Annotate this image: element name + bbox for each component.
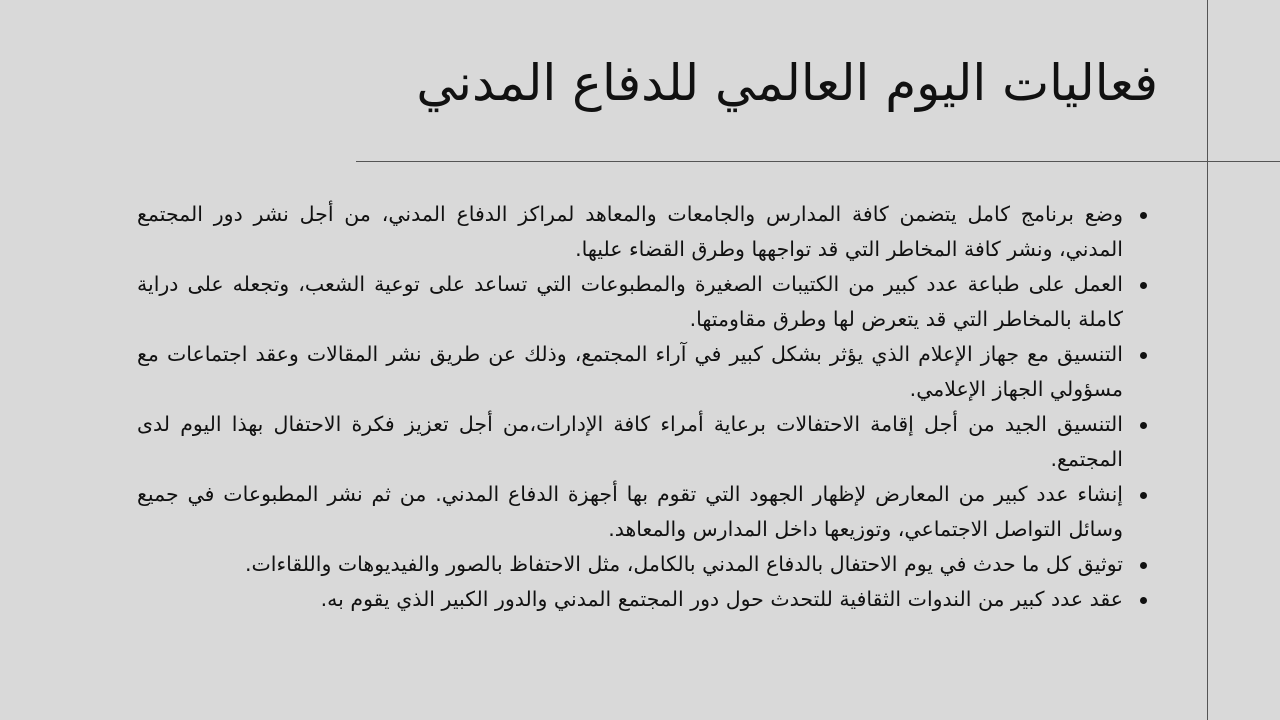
bullet-list <box>137 197 1147 617</box>
list-item-text: عقد عدد كبير من الندوات الثقافية للتحدث حول دور المجتمع المدني والدور الكبير الذي يقوم به. <box>320 587 1123 611</box>
bullet-dot-icon <box>1140 282 1147 289</box>
list-item-text: وضع برنامج كامل يتضمن كافة المدارس والجامعات والمعاهد لمراكز الدفاع المدني، من أجل نشر دور المجتمع المدني، ونشر كافة المخاطر التي قد تواجهها وطرق القضاء عليها. <box>137 202 1123 261</box>
bullet-dot-icon <box>1140 492 1147 499</box>
list-item <box>137 337 1147 407</box>
bullet-dot-icon <box>1140 422 1147 429</box>
list-item <box>137 197 1147 267</box>
list-item <box>137 582 1147 617</box>
list-item <box>137 547 1147 582</box>
bullet-dot-icon <box>1140 352 1147 359</box>
list-item <box>137 407 1147 477</box>
vertical-divider-line <box>1207 0 1208 720</box>
bullet-dot-icon <box>1140 212 1147 219</box>
slide-title: فعاليات اليوم العالمي للدفاع المدني <box>416 54 1158 112</box>
list-item-text: إنشاء عدد كبير من المعارض لإظهار الجهود التي تقوم بها أجهزة الدفاع المدني. من ثم نشر المطبوعات في جميع وسائل التواصل الاجتماعي، وتوزيعها داخل المدارس والمعاهد. <box>137 482 1123 541</box>
list-item-text: التنسيق الجيد من أجل إقامة الاحتفالات برعاية أمراء كافة الإدارات،من أجل تعزيز فكرة الاحتفال بهذا اليوم لدى المجتمع. <box>137 412 1123 471</box>
list-item-text: العمل على طباعة عدد كبير من الكتيبات الصغيرة والمطبوعات التي تساعد على توعية الشعب، وتجعله على دراية كاملة بالمخاطر التي قد يتعرض لها وطرق مقاومتها. <box>137 272 1123 331</box>
list-item <box>137 477 1147 547</box>
title-underline <box>356 161 1280 162</box>
list-item-text: توثيق كل ما حدث في يوم الاحتفال بالدفاع المدني بالكامل، مثل الاحتفاظ بالصور والفيديوهات واللقاءات. <box>244 552 1123 576</box>
bullet-dot-icon <box>1140 562 1147 569</box>
list-item-text: التنسيق مع جهاز الإعلام الذي يؤثر بشكل كبير في آراء المجتمع، وذلك عن طريق نشر المقالات وعقد اجتماعات مع مسؤولي الجهاز الإعلامي. <box>137 342 1123 401</box>
list-item <box>137 267 1147 337</box>
bullet-dot-icon <box>1140 597 1147 604</box>
